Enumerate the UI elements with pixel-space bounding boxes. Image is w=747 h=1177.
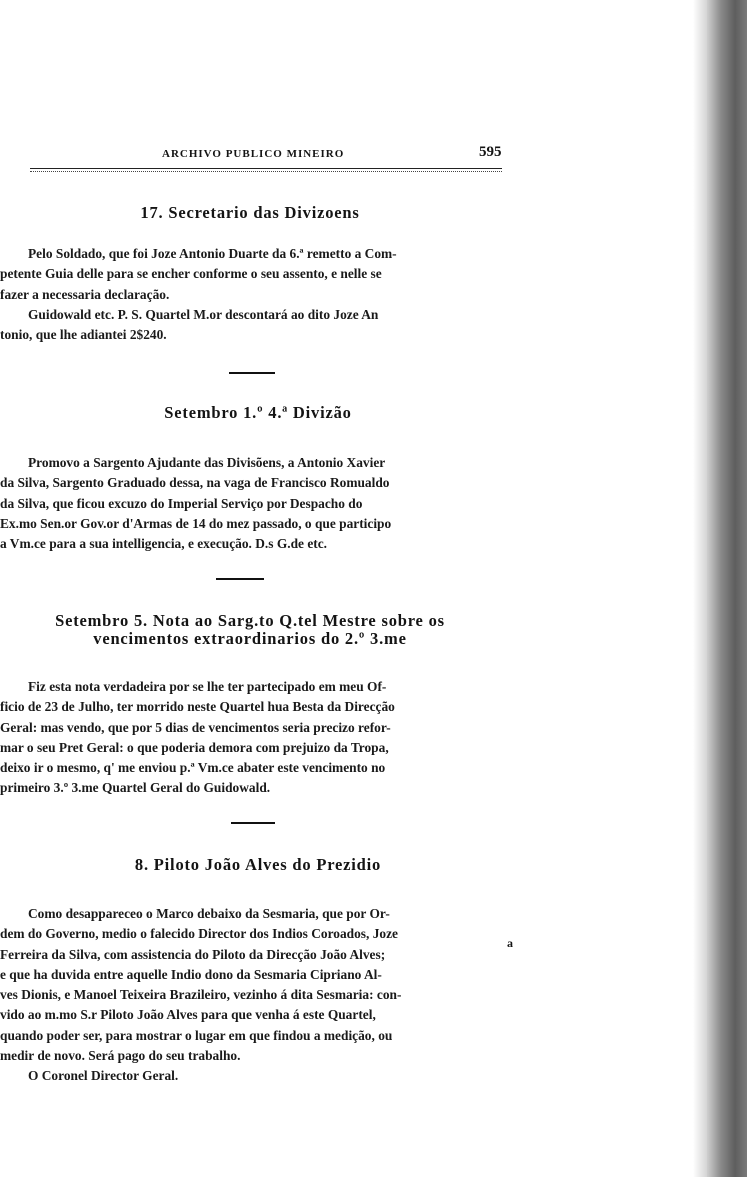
- header-rule-dotted: [30, 171, 502, 172]
- binding-shadow: [693, 0, 707, 1177]
- paragraph-nota: Fiz esta nota verdadeira por se lhe ter partecipado em meu Of- ficio de 23 de Julho, ter morrido neste Quartel hua Besta da Direcção Geral: mas vendo, que por 5 dias de vencimentos seria precizo refor- mar o seu Pret Geral: o que poderia demora com prejuizo da Tropa, deixo ir o mesmo, q' me enviou p.ª Vm.ce abater este vencimento no primeiro 3.º 3.me Quartel Geral do Guidowald.: [0, 679, 395, 796]
- section-separator: [229, 372, 275, 374]
- section-separator: [231, 822, 275, 824]
- section-title-nota: Setembro 5. Nota ao Sarg.to Q.tel Mestre sobre os vencimentos extraordinarios do 2.º 3.me: [55, 611, 445, 648]
- margin-mark: a: [507, 936, 513, 950]
- running-head: ARCHIVO PUBLICO MINEIRO: [162, 148, 345, 160]
- section-separator: [216, 578, 264, 580]
- signature-line: O Coronel Director Geral.: [28, 1068, 179, 1083]
- page-number: 595: [479, 144, 502, 160]
- section-title-divizao: Setembro 1.º 4.ª Divizão: [164, 403, 352, 422]
- paragraph-secretario-2: Guidowald etc. P. S. Quartel M.or descontará ao dito Joze An tonio, que lhe adiantei 2$240.: [0, 307, 379, 343]
- section-title-secretario: 17. Secretario das Divizoens: [140, 203, 360, 222]
- book-binding-edge: [707, 0, 747, 1177]
- paragraph-piloto: Como desappareceo o Marco debaixo da Sesmaria, que por Or- dem do Governo, medio o falecido Director dos Indios Coroados, Joze Ferreira da Silva, com assistencia do Piloto da Direcção João Alves; e que ha duvida entre aquelle Indio dono da Sesmaria Cipriano Al- ves Dionis, e Manoel Teixeira Brazileiro, vezinho á dita Sesmaria: con- vido ao m.mo S.r Piloto João Alves para que venha á este Quartel, quando poder ser, para mostrar o lugar em que findou a medição, ou medir de novo. Será pago do seu trabalho.: [0, 906, 402, 1064]
- paragraph-divizao: Promovo a Sargento Ajudante das Divisõens, a Antonio Xavier da Silva, Sargento Graduado dessa, na vaga de Francisco Romualdo da Silva, que ficou excuzo do Imperial Serviço por Despacho do Ex.mo Sen.or Gov.or d'Armas de 14 do mez passado, o que participo a Vm.ce para a sua intelligencia, e execução. D.s G.de etc.: [0, 455, 392, 552]
- section-title-piloto: 8. Piloto João Alves do Prezidio: [134, 855, 382, 874]
- header-rule: [30, 168, 502, 169]
- paragraph-secretario-1: Pelo Soldado, que foi Joze Antonio Duarte da 6.ª remetto a Com- petente Guia delle para se encher conforme o seu assento, e nelle se fazer a necessaria declaração.: [0, 246, 397, 302]
